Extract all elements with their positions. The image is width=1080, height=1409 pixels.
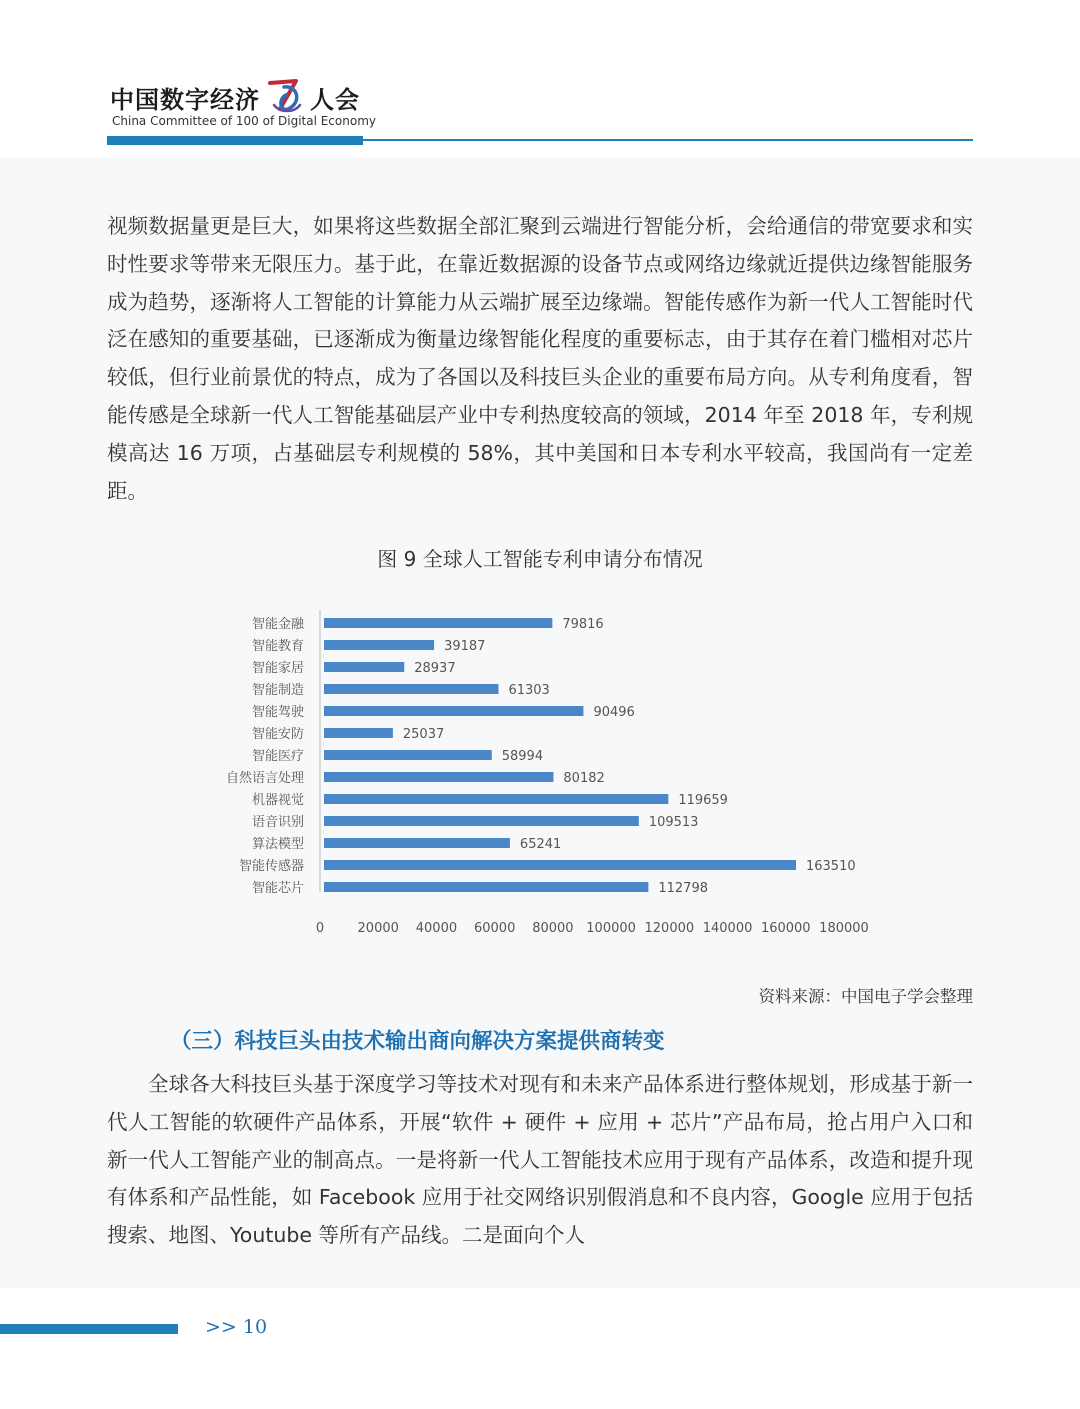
brand-logo-icon: [264, 75, 306, 115]
chart-data-label: 109513: [648, 815, 699, 830]
footer-bar: [0, 1324, 178, 1334]
chart-data-label: 163510: [805, 859, 856, 874]
chart-data-label: 25037: [402, 727, 445, 742]
chart-bar: [324, 816, 639, 826]
chart-bar: [324, 640, 434, 650]
header-rule-thick: [107, 136, 363, 145]
chart-category-label: 语音识别: [251, 815, 304, 830]
body-paragraph-1: 视频数据量更是巨大，如果将这些数据全部汇聚到云端进行智能分析，会给通信的带宽要求和实时性要求等带来无限压力。基于此，在靠近数据源的设备节点或网络边缘就近提供边缘智能服务成为趋势，逐渐将人工智能的计算能力从云端扩展至边缘端。智能传感作为新一代人工智能时代泛在感知的重要基础，已逐渐成为衡量边缘智能化程度的重要标志，由于其存在着门槛相对芯片较低，但行业前景优的特点，成为了各国以及科技巨头企业的重要布局方向。从专利角度看，智能传感是全球新一代人工智能基础层产业中专利热度较高的领域，2014 年至 2018 年，专利规模高达 16 万项，占基础层专利规模的 58%，其中美国和日本专利水平较高，我国尚有一定差距。: [107, 214, 973, 503]
chart-data-label: 61303: [508, 683, 550, 698]
chart-category-label: 智能安防: [251, 727, 304, 742]
chart-data-label: 90496: [593, 705, 635, 720]
figure-source: 资料来源：中国电子学会整理: [758, 987, 973, 1006]
chart-bar: [324, 662, 404, 672]
chart-bar: [324, 684, 498, 694]
chart-category-label: 智能芯片: [251, 881, 304, 896]
chart-category-label: 机器视觉: [251, 793, 304, 808]
chart-x-tick-label: 80000: [532, 921, 574, 936]
figure-title: 图 9 全球人工智能专利申请分布情况: [377, 547, 703, 571]
chart-x-tick-label: 60000: [473, 921, 516, 936]
chart-bar: [324, 618, 552, 628]
chart-bar: [324, 882, 648, 892]
chart-bar: [324, 750, 492, 760]
chart-x-tick-label: 180000: [819, 921, 869, 936]
chart-category-label: 自然语言处理: [225, 771, 304, 786]
chart-data-label: 112798: [658, 881, 709, 896]
chart-category-label: 智能教育: [251, 639, 304, 654]
chart-category-label: 智能家居: [251, 661, 304, 676]
section-heading: （三）科技巨头由技术输出商向解决方案提供商转变: [170, 1029, 665, 1054]
chart-bar: [324, 794, 668, 804]
chart-bar: [324, 838, 510, 848]
brand-name-english: China Committee of 100 of Digital Economy: [112, 114, 376, 128]
page-header: [0, 0, 1080, 158]
body-paragraph-2: 全球各大科技巨头基于深度学习等技术对现有和未来产品体系进行整体规划，形成基于新一代人工智能的软硬件产品体系，开展“软件 + 硬件 + 应用 + 芯片”产品布局，抢占用户入口和新一代人工智能产业的制高点。一是将新一代人工智能技术应用于现有产品体系，改造和提升现有体系和产品性能，如 Facebook 应用于社交网络识别假消息和不良内容，Google 应用于包括搜索、地图、Youtube 等所有产品线。二是面向个人: [107, 1072, 973, 1248]
brand-name-right: 人会: [310, 86, 360, 114]
chart-data-label: 79816: [562, 617, 604, 632]
chart-bar: [324, 706, 583, 716]
chart-x-tick-label: 120000: [644, 921, 695, 936]
chart-category-label: 智能医疗: [251, 749, 304, 764]
chart-data-label: 39187: [444, 639, 486, 654]
chart-x-tick-label: 40000: [415, 921, 458, 936]
chart-x-tick-label: 100000: [586, 921, 636, 936]
chart-bar: [324, 772, 553, 782]
chart-category-label: 算法模型: [251, 837, 304, 852]
chart-data-label: 119659: [678, 793, 728, 808]
chart-x-tick-label: 140000: [702, 921, 753, 936]
chart-x-tick-label: 20000: [357, 921, 399, 936]
header-rule-thin: [363, 139, 973, 141]
chart-x-tick-label: 0: [315, 921, 325, 936]
brand-name: [110, 80, 360, 115]
chart-category-label: 智能驾驶: [251, 705, 304, 720]
chart-bar: [324, 728, 393, 738]
chart-bar: [324, 860, 796, 870]
brand-name-left: 中国数字经济: [110, 86, 260, 114]
chart-data-label: 28937: [414, 661, 456, 676]
chart-data-label: 65241: [519, 837, 562, 852]
chart-x-tick-label: 160000: [760, 921, 811, 936]
chart-category-label: 智能传感器: [238, 859, 304, 874]
chart-category-label: 智能制造: [251, 683, 304, 698]
chart-data-label: 58994: [501, 749, 544, 764]
page-number: >> 10: [205, 1316, 268, 1338]
chart-data-label: 80182: [563, 771, 605, 786]
chart-category-label: 智能金融: [251, 617, 304, 632]
patent-bar-chart: [200, 600, 890, 940]
